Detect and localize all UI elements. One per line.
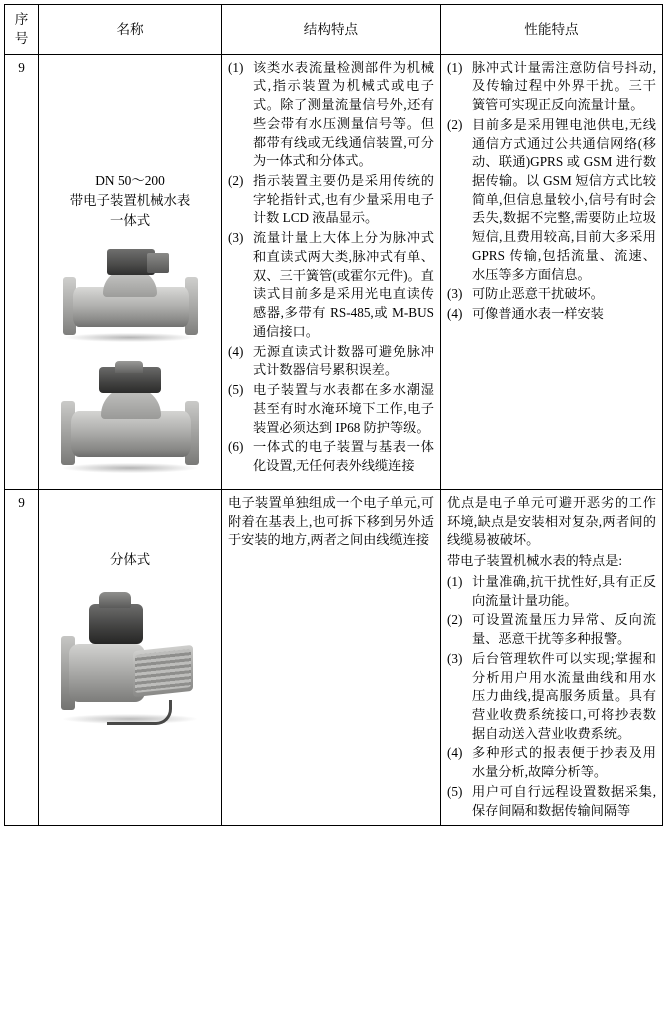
- photo-shadow: [63, 714, 197, 724]
- module-cap: [99, 592, 131, 608]
- item-text: 指示装置主要仍是采用传统的字轮指针式,也有少量采用电子计数 LCD 液晶显示。: [252, 173, 434, 226]
- item-text: 可设置流量压力异常、反向流量、恶意干扰等多种报警。: [471, 612, 656, 647]
- row-number: 9: [5, 489, 39, 825]
- list-item: [228, 229, 434, 341]
- item-text: 该类水表流量检测部件为机械式,指示装置为机械式或电子式。除了测量流量信号外,还有些会带有水压测量信号等。但都带有线或无线通信装置,可分为一体式和分体式。: [252, 59, 434, 169]
- column-header-structure: 结构特点: [221, 5, 440, 55]
- row-number: 9: [5, 54, 39, 489]
- item-marker: (3): [227, 230, 244, 246]
- water-meter-split-photo: [55, 582, 205, 742]
- product-name-line-1: DN 50～200: [95, 172, 165, 188]
- list-item: [447, 744, 656, 781]
- item-marker: (2): [227, 173, 244, 188]
- column-header-name: 名称: [39, 5, 222, 55]
- electronic-unit-fins: [135, 649, 191, 693]
- item-marker: (2): [446, 116, 463, 132]
- item-text: 多种形式的报表便于抄表及用水量分析,故障分析等。: [471, 745, 656, 780]
- product-name: [45, 550, 215, 570]
- item-text: 脉冲式计量需注意防信号抖动,及传输过程中外界干扰。三干簧管可实现正反向流量计量。: [471, 59, 656, 113]
- list-item: [447, 783, 656, 820]
- structure-feature-list: [228, 59, 434, 476]
- list-item: [447, 116, 656, 285]
- performance-features-cell: [440, 54, 662, 489]
- item-marker: (4): [227, 343, 244, 359]
- list-item: [447, 59, 656, 115]
- product-name-line-1: 分体式: [109, 551, 151, 567]
- item-text: 可像普通水表一样安装: [471, 306, 604, 322]
- list-item: [447, 611, 656, 648]
- item-marker: (1): [446, 59, 463, 75]
- list-item: [228, 343, 434, 380]
- column-header-no: 序号: [5, 5, 39, 55]
- item-text: 一体式的电子装置与基表一体化设置,无任何表外线缆连接: [252, 439, 434, 474]
- list-item: [228, 59, 434, 171]
- product-name-line-3: 一体式: [109, 212, 151, 228]
- item-text: 电子装置与水表都在多水潮湿甚至有时水淹环境下工作,电子装置必须达到 IP68 防护等级。: [252, 382, 434, 435]
- list-item: [447, 305, 656, 324]
- specification-table: [4, 4, 663, 826]
- item-text: 计量准确,抗干扰性好,具有正反向流量计量功能。: [471, 573, 656, 608]
- product-name: [45, 171, 215, 231]
- product-name-cell: [39, 489, 222, 825]
- performance-feature-list: [447, 59, 656, 324]
- item-marker: (2): [446, 612, 463, 628]
- water-meter-integrated-photo-1: [55, 241, 205, 349]
- list-item: [447, 285, 656, 304]
- list-item: [228, 381, 434, 437]
- item-text: 可防止恶意干扰破坏。: [471, 286, 604, 302]
- item-text: 后台管理软件可以实现;掌握和分析用户用水流量曲线和用水压力曲线,提高服务质量。具有营业收费系统接口,可将抄表数据自动送入营业收费系统。: [471, 650, 656, 741]
- list-item: [228, 438, 434, 475]
- photo-shadow: [63, 463, 197, 473]
- item-text: 用户可自行远程设置数据采集,保存间隔和数据传输间隔等: [471, 783, 656, 818]
- item-marker: (4): [446, 306, 463, 322]
- performance-feature-list: [447, 573, 656, 821]
- performance-intro-line-1: 优点是电子单元可避开恶劣的工作环境,缺点是安装相对复杂,两者间的线缆易被破坏。: [446, 494, 656, 548]
- item-text: 目前多是采用锂电池供电,无线通信方式通过公共通信网络(移动、联通)GPRS 或 GSM 进行数据传输。以 GSM 短信方式比较简单,但信息量较小,信号有时会丢失,数据不完整,需要防止垃圾短信,且费用较高,目前大多采用 GPRS 传输,包括流量、流速、水压等多方面信息。: [471, 116, 656, 282]
- module-cap: [115, 361, 143, 373]
- item-marker: (1): [227, 59, 244, 75]
- table-body: [5, 54, 663, 826]
- table-row: [5, 489, 663, 825]
- performance-intro-line-2: 带电子装置机械水表的特点是:: [446, 553, 623, 569]
- list-item: [447, 573, 656, 610]
- electronic-module: [89, 604, 143, 644]
- photo-shadow: [65, 333, 195, 342]
- item-text: 无源直读式计数器可避免脉冲式计数器信号累积误差。: [252, 343, 434, 378]
- item-marker: (4): [446, 745, 463, 761]
- item-marker: (5): [227, 382, 244, 398]
- structure-features-cell: [221, 54, 440, 489]
- electronic-module-secondary: [147, 253, 169, 273]
- item-marker: (5): [446, 783, 463, 799]
- item-marker: (1): [446, 573, 463, 589]
- structure-features-cell: [221, 489, 440, 825]
- product-name-line-2: 带电子装置机械水表: [69, 192, 191, 208]
- item-text: 流量计量上大体上分为脉冲式和直读式两大类,脉冲式有单、双、三干簧管(或霍尔元件)。直读式目前多是采用光电直读传感器,多带有 RS-485,或 M-BUS 通信接口。: [252, 230, 434, 339]
- list-item: [447, 650, 656, 744]
- list-item: [228, 172, 434, 228]
- table-header: [5, 5, 663, 55]
- product-name-cell: [39, 54, 222, 489]
- structure-paragraph: 电子装置单独组成一个电子单元,可附着在基表上,也可拆下移到另外适于安装的地方,两者之间由线缆连接: [227, 494, 434, 548]
- column-header-performance: 性能特点: [440, 5, 662, 55]
- item-marker: (3): [446, 286, 463, 302]
- item-marker: (6): [227, 439, 244, 455]
- performance-features-cell: [440, 489, 662, 825]
- water-meter-integrated-photo-2: [55, 357, 205, 485]
- table-row: [5, 54, 663, 489]
- item-marker: (3): [446, 650, 463, 666]
- table-header-row: [5, 5, 663, 55]
